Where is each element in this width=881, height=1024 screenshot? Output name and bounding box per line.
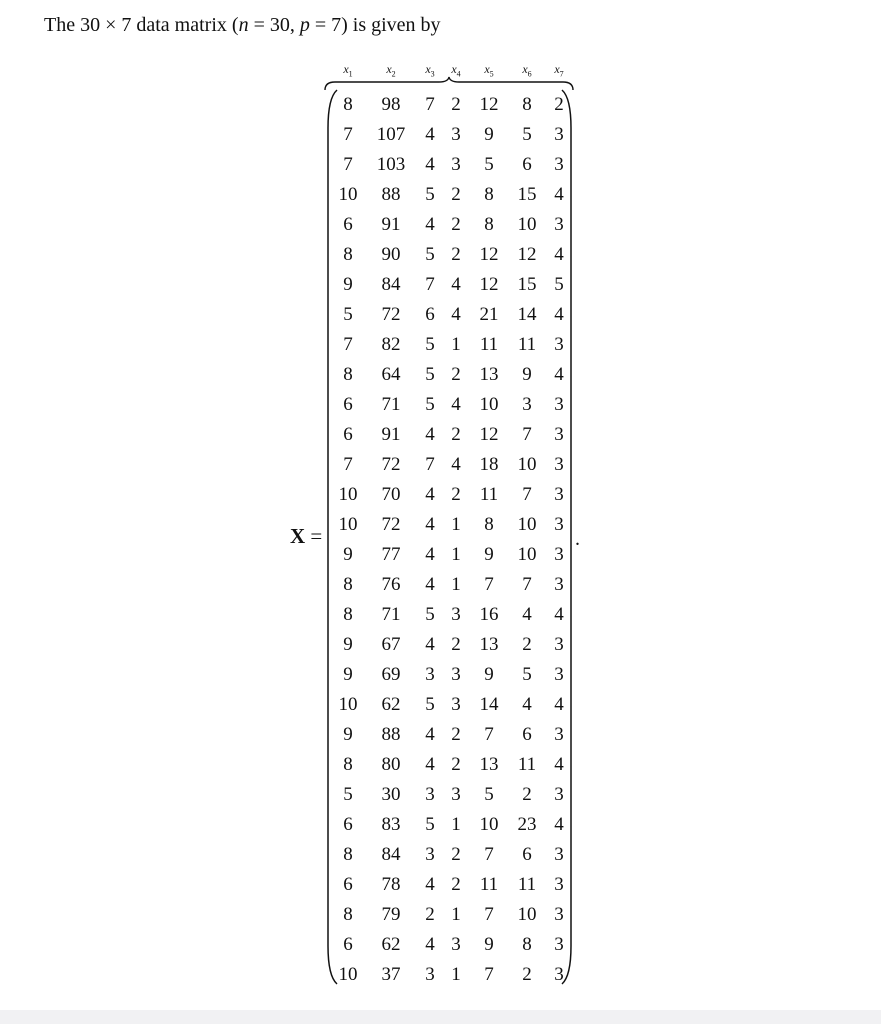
- matrix-row: [0, 150, 881, 180]
- matrix-cell: 7: [484, 724, 494, 745]
- matrix-cell: 3: [554, 874, 564, 895]
- matrix-cell: 11: [517, 874, 537, 895]
- matrix-cell: 4: [554, 754, 564, 775]
- matrix-cell: 3: [554, 424, 564, 445]
- matrix-cell: 80: [381, 754, 401, 775]
- matrix-cell: 2: [451, 214, 461, 235]
- matrix-row: [0, 720, 881, 750]
- matrix-cell: 11: [479, 874, 499, 895]
- matrix-cell: 6: [343, 214, 353, 235]
- matrix-cell: 64: [381, 364, 401, 385]
- matrix-cell: 3: [554, 724, 564, 745]
- matrix-cell: 13: [479, 364, 499, 385]
- matrix-cell: 3: [554, 904, 564, 925]
- matrix-cell: 2: [451, 874, 461, 895]
- matrix-row: [0, 420, 881, 450]
- matrix-cell: 3: [451, 154, 461, 175]
- matrix-cell: 6: [343, 874, 353, 895]
- matrix-cell: 7: [484, 904, 494, 925]
- matrix-row: [0, 750, 881, 780]
- matrix-cell: 10: [517, 454, 537, 475]
- matrix-row: [0, 690, 881, 720]
- matrix-cell: 8: [343, 364, 353, 385]
- matrix-cell: 84: [381, 844, 401, 865]
- matrix-cell: 7: [425, 94, 435, 115]
- matrix-cell: 11: [517, 754, 537, 775]
- matrix-cell: 4: [451, 394, 461, 415]
- matrix-cell: 3: [554, 934, 564, 955]
- matrix-cell: 13: [479, 634, 499, 655]
- matrix-cell: 12: [479, 94, 499, 115]
- matrix-cell: 107: [376, 124, 406, 145]
- matrix-cell: 9: [343, 544, 353, 565]
- matrix-cell: 3: [451, 784, 461, 805]
- matrix-cell: 4: [554, 244, 564, 265]
- matrix-cell: 9: [343, 634, 353, 655]
- matrix-cell: 7: [425, 454, 435, 475]
- matrix-cell: 71: [381, 604, 401, 625]
- matrix-row: [0, 600, 881, 630]
- matrix-cell: 2: [451, 754, 461, 775]
- matrix-cell: 3: [554, 664, 564, 685]
- matrix-cell: 3: [451, 664, 461, 685]
- matrix-cell: 30: [381, 784, 401, 805]
- intro-prefix: The 30 × 7 data matrix (: [44, 14, 239, 36]
- matrix-cell: 8: [484, 514, 494, 535]
- matrix-cell: 10: [517, 514, 537, 535]
- matrix-cell: 3: [554, 544, 564, 565]
- matrix-cell: 4: [554, 814, 564, 835]
- matrix-cell: 62: [381, 934, 401, 955]
- matrix-cell: 2: [522, 634, 532, 655]
- matrix-cell: 4: [425, 424, 435, 445]
- matrix-cell: 9: [484, 544, 494, 565]
- matrix-cell: 91: [381, 424, 401, 445]
- matrix-cell: 6: [343, 814, 353, 835]
- matrix-row: [0, 930, 881, 960]
- matrix-cell: 9: [343, 724, 353, 745]
- matrix-cell: 1: [451, 334, 461, 355]
- matrix-cell: 91: [381, 214, 401, 235]
- matrix-cell: 9: [343, 664, 353, 685]
- matrix-cell: 1: [451, 514, 461, 535]
- matrix-cell: 6: [522, 844, 532, 865]
- matrix-cell: 10: [517, 214, 537, 235]
- matrix-cell: 67: [381, 634, 401, 655]
- matrix-cell: 72: [381, 514, 401, 535]
- matrix-cell: 88: [381, 724, 401, 745]
- matrix-cell: 2: [451, 634, 461, 655]
- matrix-cell: 5: [425, 394, 435, 415]
- matrix-cell: 5: [522, 664, 532, 685]
- column-header-1: $x_1$: [343, 62, 353, 79]
- matrix-cell: 88: [381, 184, 401, 205]
- intro-sentence: [44, 14, 441, 37]
- matrix-cell: 5: [425, 364, 435, 385]
- footer-band: [0, 1010, 881, 1024]
- matrix-row: [0, 240, 881, 270]
- column-header-3: $x_3$: [425, 62, 435, 79]
- matrix-row: [0, 840, 881, 870]
- matrix-cell: 8: [343, 244, 353, 265]
- matrix-cell: 79: [381, 904, 401, 925]
- matrix-cell: 16: [479, 604, 499, 625]
- matrix-cell: 10: [338, 694, 358, 715]
- matrix-cell: 3: [522, 394, 532, 415]
- matrix-row: [0, 120, 881, 150]
- matrix-row: [0, 390, 881, 420]
- matrix-row: [0, 330, 881, 360]
- matrix-cell: 4: [425, 874, 435, 895]
- matrix-cell: 2: [425, 904, 435, 925]
- matrix-cell: 6: [522, 154, 532, 175]
- matrix-cell: 1: [451, 904, 461, 925]
- matrix-cell: 5: [484, 154, 494, 175]
- matrix-cell: 2: [451, 724, 461, 745]
- matrix-cell: 3: [554, 334, 564, 355]
- matrix-cell: 4: [554, 304, 564, 325]
- matrix-cell: 8: [343, 904, 353, 925]
- matrix-cell: 7: [484, 964, 494, 985]
- matrix-cell: 13: [479, 754, 499, 775]
- matrix-row: [0, 90, 881, 120]
- column-header-2: $x_2$: [386, 62, 396, 79]
- n-equals: = 30,: [248, 14, 300, 36]
- matrix-cell: 5: [425, 334, 435, 355]
- matrix-cell: 3: [554, 574, 564, 595]
- matrix-cell: 2: [451, 484, 461, 505]
- matrix-cell: 2: [522, 964, 532, 985]
- matrix-cell: 37: [381, 964, 401, 985]
- matrix-cell: 3: [554, 124, 564, 145]
- matrix-cell: 9: [484, 934, 494, 955]
- matrix-cell: 4: [425, 754, 435, 775]
- p-symbol: p: [299, 14, 310, 36]
- matrix-row: [0, 360, 881, 390]
- column-header-4: $x_4$: [451, 62, 461, 79]
- matrix-cell: 5: [522, 124, 532, 145]
- matrix-cell: 83: [381, 814, 401, 835]
- matrix-cell: 3: [451, 694, 461, 715]
- matrix-row: [0, 480, 881, 510]
- matrix-symbol: X: [290, 524, 306, 548]
- matrix-cell: 12: [479, 274, 499, 295]
- matrix-cell: 8: [484, 184, 494, 205]
- matrix-cell: 9: [484, 664, 494, 685]
- matrix-cell: 3: [554, 634, 564, 655]
- matrix-cell: 4: [425, 724, 435, 745]
- matrix-cell: 5: [425, 694, 435, 715]
- matrix-row: [0, 660, 881, 690]
- matrix-cell: 21: [479, 304, 499, 325]
- matrix-cell: 1: [451, 574, 461, 595]
- matrix-cell: 4: [522, 694, 532, 715]
- matrix-cell: 4: [451, 304, 461, 325]
- matrix-cell: 10: [479, 394, 499, 415]
- matrix-cell: 84: [381, 274, 401, 295]
- matrix-cell: 5: [425, 814, 435, 835]
- matrix-cell: 4: [554, 184, 564, 205]
- matrix-cell: 7: [484, 844, 494, 865]
- matrix-cell: 7: [343, 154, 353, 175]
- matrix-cell: 10: [338, 514, 358, 535]
- matrix-row: [0, 570, 881, 600]
- matrix-cell: 1: [451, 544, 461, 565]
- matrix-cell: 5: [554, 274, 564, 295]
- matrix-cell: 12: [517, 244, 537, 265]
- column-header-7: $x_7$: [554, 62, 564, 79]
- matrix-cell: 82: [381, 334, 401, 355]
- matrix-cell: 4: [425, 514, 435, 535]
- matrix-cell: 78: [381, 874, 401, 895]
- matrix-cell: 4: [425, 124, 435, 145]
- period: .: [575, 528, 580, 550]
- matrix-cell: 2: [451, 184, 461, 205]
- matrix-cell: 5: [425, 184, 435, 205]
- matrix-cell: 6: [343, 394, 353, 415]
- matrix-cell: 9: [343, 274, 353, 295]
- matrix-cell: 3: [425, 784, 435, 805]
- matrix-row: [0, 960, 881, 990]
- matrix-cell: 6: [343, 424, 353, 445]
- matrix-cell: 4: [425, 154, 435, 175]
- matrix-cell: 8: [343, 844, 353, 865]
- matrix-cell: 72: [381, 304, 401, 325]
- matrix-cell: 4: [425, 484, 435, 505]
- matrix-cell: 2: [451, 424, 461, 445]
- matrix-cell: 4: [425, 544, 435, 565]
- matrix-cell: 2: [451, 94, 461, 115]
- matrix-cell: 3: [554, 844, 564, 865]
- matrix-cell: 6: [343, 934, 353, 955]
- matrix-row: [0, 180, 881, 210]
- matrix-row: [0, 810, 881, 840]
- matrix-cell: 1: [451, 964, 461, 985]
- matrix-cell: 90: [381, 244, 401, 265]
- matrix-cell: 3: [554, 514, 564, 535]
- matrix-cell: 12: [479, 424, 499, 445]
- matrix-cell: 62: [381, 694, 401, 715]
- matrix-cell: 76: [381, 574, 401, 595]
- matrix-cell: 3: [554, 214, 564, 235]
- matrix-cell: 4: [554, 694, 564, 715]
- matrix-cell: 2: [451, 844, 461, 865]
- matrix-cell: 72: [381, 454, 401, 475]
- matrix-cell: 4: [425, 214, 435, 235]
- matrix-cell: 8: [343, 604, 353, 625]
- matrix-cell: 3: [425, 664, 435, 685]
- matrix-cell: 98: [381, 94, 401, 115]
- matrix-cell: 8: [484, 214, 494, 235]
- matrix-cell: 4: [554, 364, 564, 385]
- matrix-cell: 3: [451, 934, 461, 955]
- p-equals: = 7) is given by: [309, 14, 441, 36]
- matrix-row: [0, 270, 881, 300]
- matrix-cell: 3: [554, 784, 564, 805]
- matrix-cell: 69: [381, 664, 401, 685]
- matrix-cell: 9: [484, 124, 494, 145]
- matrix-cell: 14: [479, 694, 499, 715]
- matrix-row: [0, 210, 881, 240]
- matrix-cell: 8: [343, 574, 353, 595]
- matrix-cell: 8: [522, 934, 532, 955]
- matrix-cell: 10: [338, 964, 358, 985]
- matrix-row: [0, 450, 881, 480]
- matrix-cell: 5: [484, 784, 494, 805]
- matrix-cell: 8: [343, 94, 353, 115]
- matrix-cell: 7: [343, 454, 353, 475]
- matrix-cell: 10: [338, 484, 358, 505]
- matrix-cell: 4: [451, 274, 461, 295]
- matrix-cell: 11: [479, 334, 499, 355]
- matrix-cell: 10: [517, 904, 537, 925]
- matrix-cell: 3: [451, 604, 461, 625]
- matrix-cell: 8: [343, 754, 353, 775]
- matrix-cell: 11: [517, 334, 537, 355]
- matrix-cell: 4: [522, 604, 532, 625]
- matrix-cell: 3: [554, 484, 564, 505]
- matrix-cell: 11: [479, 484, 499, 505]
- matrix-cell: 3: [554, 454, 564, 475]
- matrix-cell: 7: [425, 274, 435, 295]
- matrix-cell: 15: [517, 184, 537, 205]
- matrix-cell: 6: [425, 304, 435, 325]
- matrix-cell: 7: [343, 124, 353, 145]
- matrix-cell: 3: [554, 964, 564, 985]
- matrix-cell: 71: [381, 394, 401, 415]
- n-symbol: n: [238, 14, 249, 36]
- matrix-cell: 3: [554, 154, 564, 175]
- column-header-5: $x_5$: [484, 62, 494, 79]
- matrix-cell: 2: [522, 784, 532, 805]
- matrix-cell: 12: [479, 244, 499, 265]
- matrix-cell: 4: [451, 454, 461, 475]
- matrix-cell: 7: [522, 424, 532, 445]
- matrix-cell: 10: [517, 544, 537, 565]
- matrix-cell: 7: [343, 334, 353, 355]
- matrix-cell: 3: [425, 964, 435, 985]
- matrix-cell: 7: [484, 574, 494, 595]
- matrix-cell: 4: [425, 934, 435, 955]
- matrix-cell: 7: [522, 484, 532, 505]
- matrix-cell: 15: [517, 274, 537, 295]
- matrix-cell: 4: [425, 574, 435, 595]
- matrix-row: [0, 630, 881, 660]
- matrix-cell: 4: [425, 634, 435, 655]
- matrix-cell: 3: [451, 124, 461, 145]
- matrix-cell: 2: [451, 364, 461, 385]
- matrix-row: [0, 870, 881, 900]
- matrix-cell: 10: [479, 814, 499, 835]
- matrix-cell: 4: [554, 604, 564, 625]
- matrix-row: [0, 780, 881, 810]
- matrix-cell: 5: [343, 304, 353, 325]
- matrix-row: [0, 900, 881, 930]
- matrix-cell: 8: [522, 94, 532, 115]
- matrix-cell: 18: [479, 454, 499, 475]
- matrix-cell: 9: [522, 364, 532, 385]
- matrix-cell: 3: [554, 394, 564, 415]
- matrix-cell: 5: [425, 244, 435, 265]
- matrix-cell: 14: [517, 304, 537, 325]
- matrix-cell: 1: [451, 814, 461, 835]
- matrix-cell: 23: [517, 814, 537, 835]
- matrix-row: [0, 510, 881, 540]
- matrix-cell: 10: [338, 184, 358, 205]
- equals-sign: =: [310, 524, 323, 548]
- matrix-cell: 3: [425, 844, 435, 865]
- matrix-cell: 103: [376, 154, 406, 175]
- matrix-cell: 2: [451, 244, 461, 265]
- matrix-cell: 77: [381, 544, 401, 565]
- matrix-cell: 70: [381, 484, 401, 505]
- column-header-6: $x_6$: [522, 62, 532, 79]
- matrix-row: [0, 300, 881, 330]
- matrix-cell: 6: [522, 724, 532, 745]
- matrix-cell: 5: [425, 604, 435, 625]
- matrix-row: [0, 540, 881, 570]
- matrix-cell: 2: [554, 94, 564, 115]
- matrix-cell: 7: [522, 574, 532, 595]
- matrix-cell: 5: [343, 784, 353, 805]
